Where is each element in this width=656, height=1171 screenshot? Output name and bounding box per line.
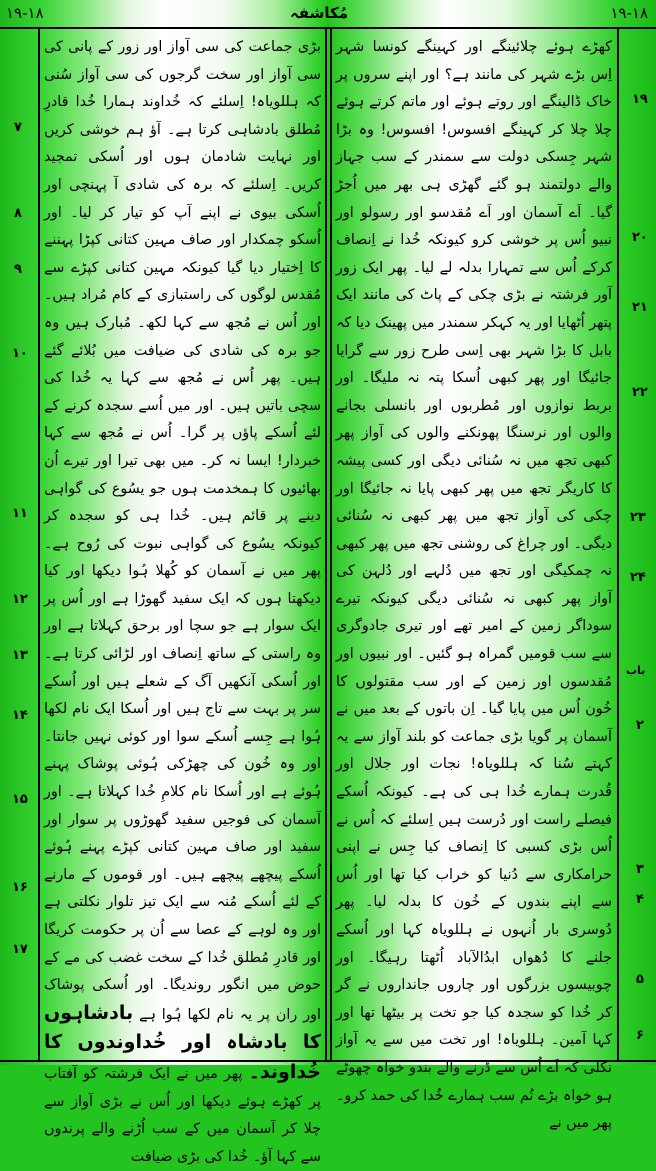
left-column-tail: پھر میں نے ایک فرشتہ کو آفتاب پر کھڑے ہوئے دیکھا اور اُس نے بڑی آواز سے چلا کر آسمان میں کے سب اُڑنے والے پرندوں سے کہا آؤ۔ خُدا کی بڑی ضیافت xyxy=(44,1065,321,1165)
verse-number: ۲۴ xyxy=(630,570,646,585)
column-divider-b xyxy=(330,27,332,1062)
verse-number: ۱۵ xyxy=(12,792,28,807)
verse-number: ۱۱ xyxy=(12,506,28,521)
verse-number: ۱۶ xyxy=(12,880,28,895)
right-column-text: کھڑے ہوئے چلائینگے اور کہینگے کونسا شہر اِس بڑے شہر کی مانند ہے؟ اور اپنے سروں پر خاک ڈالینگے اور روتے ہوئے اور ماتم کرتے ہوئے چلا چلا کر کہینگے افسوس! افسوس! وہ بڑا شہر جِسکی دولت سے سمندر کے سب جہاز والے دولتمند ہو گئے گھڑی ہی بھر میں اُجڑ گیا۔ اَے آسمان اور اَے مُقدسو اور رسولو اور نبیو اُس پر خوشی کرو کیونکہ خُدا نے اِنصاف کرکے اُس سے تمہارا بدلہ لے لیا۔ پھر ایک زور آور فرشتہ نے بڑی چکی کے پاٹ کی مانند ایک پتھر اُٹھایا اور یہ کہکر سمندر میں پھینک دیا کہ بابل کا بڑا شہر بھی اِسی طرح زور سے گرایا جائیگا اور پھر کبھی اُسکا پتہ نہ ملیگا۔ اور بربط نوازوں اور مُطربوں اور بانسلی بجانے والوں اور نرسنگا پھونکنے والوں کی آواز پھر کبھی تجھ میں نہ سُنائی دیگی اور کسی پیشہ کا کاریگر تجھ میں پھر کبھی پایا نہ جائیگا اور چکی کی آواز تجھ میں پھر کبھی نہ سُنائی دیگی۔ اور چراغ کی روشنی تجھ میں پھر کبھی نہ چمکیگی اور تجھ میں دُلہے اور دُلہن کی آواز پھر کبھی نہ سُنائی دیگی کیونکہ تیرے سوداگر زمین کے امیر تھے اور تیری جادوگری سے سب قومیں گمراہ ہو گئیں۔ اور نبیوں اور مُقدسوں اور زمین کے اور سب مقتولوں کا خُون اُس میں پایا گیا۔ اِن باتوں کے بعد میں نے آسمان پر گویا بڑی جماعت کو بلند آواز سے یہ کہتے سُنا کہ ہللویاہ! نجات اور جلال اور قُدرت ہمارے خُدا ہی کی ہے۔ کیونکہ اُسکے فیصلے راست اور دُرست ہیں اِسلئے کہ اُس نے اُس بڑی کسبی کا اِنصاف کیا جِس نے اپنی حرامکاری سے دُنیا کو خراب کیا تھا اور اُس سے اپنے بندوں کے خُون کا بدلہ لیا۔ پھر دُوسری بار اُنہوں نے ہللویاہ کہا اور اُسکے جلنے کا دُھواں ابدُالآباد اُٹھتا رہیگا۔ اور چوبیسوں بزرگوں اور چاروں جانداروں نے گر کر خُدا کو سجدہ کیا جو تخت پر بیٹھا تھا اور کہا آمین۔ ہللویاہ! اور تخت میں سے یہ آواز نکلی کہ اَے اُس سے ڈرنے والے بندو خواہ چھوٹے ہو خواہ بڑے تُم سب ہمارے خُدا کی حمد کرو۔ پھر میں نے xyxy=(336,39,612,1132)
left-text-column xyxy=(44,34,321,1165)
header-left-reference: ۱۹-۱۸ xyxy=(6,4,44,22)
header-right-reference: ۱۹-۱۸ xyxy=(610,4,648,22)
emphasized-title: بادشاہوں کا بادشاہ اور خُداوندوں کا خُداوند۔ xyxy=(44,1001,321,1083)
verse-number: ۶ xyxy=(636,1028,644,1043)
right-text-column xyxy=(336,34,612,1132)
verse-number: ۵ xyxy=(636,972,644,987)
right-margin-rule xyxy=(617,27,619,1062)
verse-number: ۹ xyxy=(14,262,22,277)
verse-number: ۲۱ xyxy=(632,300,648,315)
left-margin-rule xyxy=(38,27,40,1062)
verse-number: ۷ xyxy=(14,120,22,135)
verse-number: ۲۳ xyxy=(630,510,646,525)
verse-number: ۱۲ xyxy=(12,592,28,607)
left-column-text: بڑی جماعت کی سی آواز اور زور کے پانی کی سی آواز اور سخت گرجوں کی سی آواز سُنی کہ ہللویاہ! اِسلئے کہ خُداوند ہمارا خُدا قادرِ مُطلق بادشاہی کرتا ہے۔ آؤ ہم خوشی کریں اور نہایت شادمان ہوں اور اُسکی تمجید کریں۔ اِسلئے کہ برہ کی شادی آ پہنچی اور اُسکی بیوی نے اپنے آپ کو تیار کر لیا۔ اور اُسکو چمکدار اور صاف مہین کتانی کپڑا پہننے کا اِختیار دیا گیا کیونکہ مہین کتانی کپڑے سے مُقدس لوگوں کی راستبازی کے کام مُراد ہیں۔ اور اُس نے مُجھ سے کہا لکھ۔ مُبارک ہیں وہ جو برہ کی شادی کی ضیافت میں بُلائے گئے ہیں۔ پھر اُس نے مُجھ سے کہا یہ خُدا کی سچی باتیں ہیں۔ اور میں اُسے سجدہ کرنے کے لئے اُسکے پاؤں پر گرا۔ اُس نے مُجھ سے کہا خبردار! ایسا نہ کر۔ میں بھی تیرا اور تیرے اُن بھائیوں کا ہمخدمت ہوں جو یسُوع کی گواہی دینے پر قائم ہیں۔ خُدا ہی کو سجدہ کر کیونکہ یسُوع کی گواہی نبوت کی رُوح ہے۔ پھر میں نے آسمان کو کُھلا ہُوا دیکھا اور کیا دیکھتا ہوں کہ ایک سفید گھوڑا ہے اور اُس پر ایک سوار ہے جو سچا اور برحق کہلاتا ہے اور وہ راستی کے ساتھ اِنصاف اور لڑائی کرتا ہے۔ اور اُسکی آنکھیں آگ کے شعلے ہیں اور اُسکے سر پر بہت سے تاج ہیں اور اُسکا ایک نام لکھا ہُوا ہے جِسے اُسکے سوا اور کوئی نہیں جانتا۔ اور وہ خُون کی چھڑکی ہُوئی پوشاک پہنے ہُوئے ہے اور اُسکا نام کلامِ خُدا کہلاتا ہے۔ اور آسمان کی فوجیں سفید گھوڑوں پر سوار اور سفید اور صاف مہین کتانی کپڑے پہنے ہُوئے اُسکے پیچھے پیچھے ہیں۔ اور قوموں کے مارنے کے لئے اُسکے مُنہ سے ایک تیز تلوار نکلتی ہے اور وہ لوہے کے عصا سے اُن پر حکومت کریگا اور قادرِ مُطلق خُدا کے سخت غضب کی مے کے حوض میں انگور روندیگا۔ اور اُسکی پوشاک اور ران پر یہ نام لکھا ہُوا ہے xyxy=(44,39,321,1023)
verse-number: ۲ xyxy=(636,718,644,733)
verse-number: ۸ xyxy=(14,206,22,221)
verse-number: ۱۰ xyxy=(12,346,28,361)
header-rule xyxy=(0,27,656,29)
verse-number: ۴ xyxy=(636,892,644,907)
verse-number: ۱۴ xyxy=(12,708,28,723)
verse-number: ۲۰ xyxy=(632,230,648,245)
chapter-label: باب xyxy=(626,664,646,677)
page-header xyxy=(0,0,656,26)
verse-number: ۱۳ xyxy=(12,648,28,663)
page-title: مُکاشفہ xyxy=(290,4,348,22)
verse-number: ۱۹ xyxy=(632,92,648,107)
verse-number: ۳ xyxy=(636,862,644,877)
verse-number: ۲۲ xyxy=(632,385,648,400)
column-divider-a xyxy=(325,27,327,1062)
verse-number: ۱۷ xyxy=(12,942,28,957)
